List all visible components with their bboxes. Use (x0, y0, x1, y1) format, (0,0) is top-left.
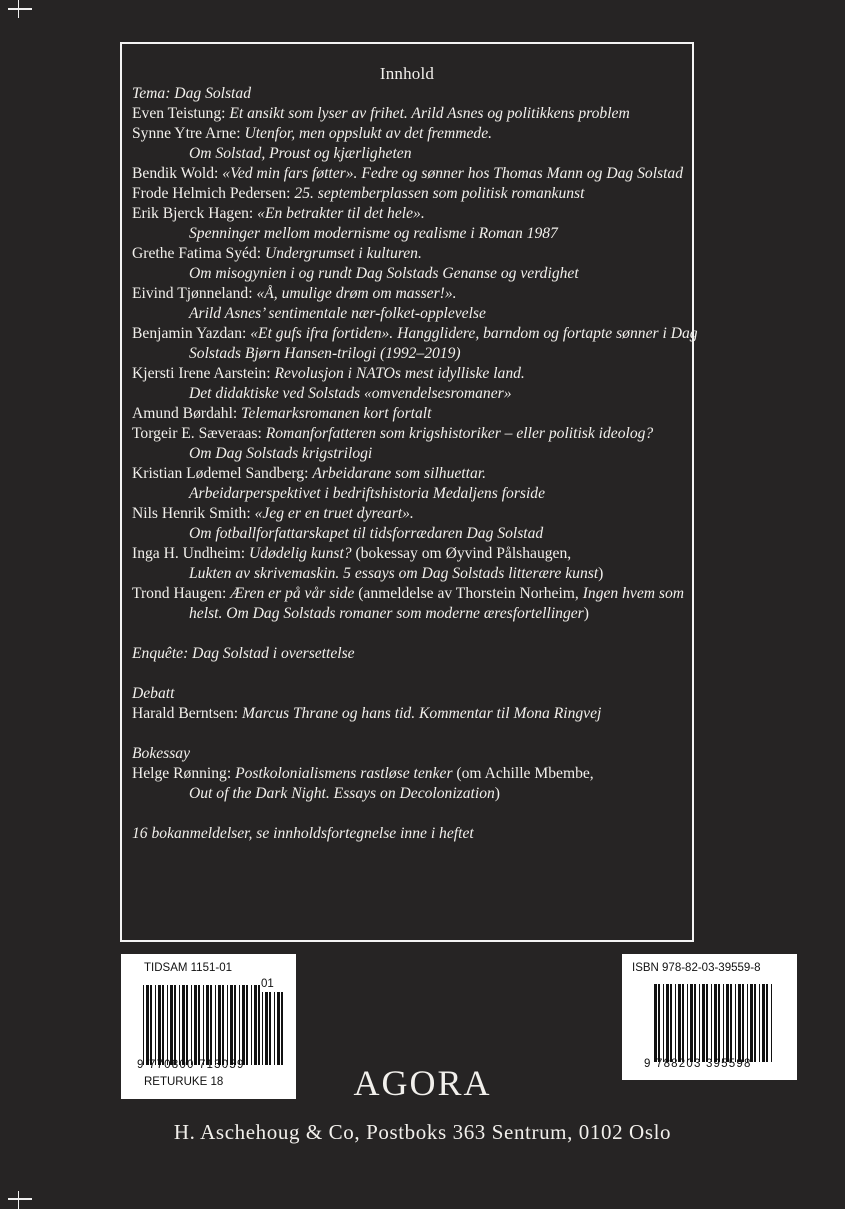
contents-title-text: Spenninger mellom modernisme og realisme i Roman 1987 (189, 225, 558, 242)
contents-title-text: Om misogynien i og rundt Dag Solstads Genanse og verdighet (189, 265, 579, 282)
barcode-bar (658, 984, 660, 1062)
return-week: RETURUKE 18 (144, 1076, 224, 1088)
contents-title-text: 16 bokanmeldelser, se innholdsfortegnelse inne i heftet (132, 825, 474, 842)
barcode-bar (246, 985, 248, 1065)
barcode-bar (759, 984, 760, 1062)
barcode-bar (203, 985, 204, 1065)
contents-title-text: «Å, umulige drøm om masser!». (256, 285, 457, 302)
contents-title-text: Lukten av skrivemaskin. 5 essays om Dag Solstads litterære kunst (189, 565, 599, 582)
contents-line (132, 324, 752, 344)
barcode-bar (191, 985, 192, 1065)
barcode-bar (678, 984, 681, 1062)
contents-author-text: Grethe Fatima Syéd: (132, 245, 265, 262)
contents-title-text: Æren er på vår side (230, 585, 355, 602)
contents-line (132, 384, 752, 404)
crop-mark-top-tick (18, 0, 19, 18)
barcode-bar (182, 985, 185, 1065)
contents-title-text: Marcus Thrane og hans tid. Kommentar til Mona Ringvej (242, 705, 602, 722)
barcode-bar (735, 984, 736, 1062)
contents-line (132, 764, 752, 784)
crop-mark-bottom (8, 1198, 32, 1200)
barcode-bar (706, 984, 708, 1062)
contents-title-text: Solstads Bjørn Hansen-trilogi (1992–2019) (189, 345, 461, 362)
contents-author-text: Trond Haugen: (132, 585, 231, 602)
barcode-bar (274, 992, 275, 1065)
contents-line (132, 164, 752, 184)
contents-title-text: Ingen hvem som (582, 585, 685, 602)
contents-author-text: ) (583, 605, 589, 622)
barcode-bar (766, 984, 768, 1062)
contents-line (132, 444, 752, 464)
contents-line (132, 124, 752, 144)
issn-addon-digits: 01 (261, 978, 274, 990)
crop-mark-bottom-tick (18, 1191, 19, 1209)
contents-title-text: Arbeidarane som silhuettar. (312, 465, 487, 482)
contents-line (132, 544, 752, 564)
barcode-bar (690, 984, 693, 1062)
series-title: AGORA (353, 1063, 492, 1103)
barcode-bar (218, 985, 221, 1065)
barcode-bar (277, 992, 280, 1065)
contents-line (132, 404, 752, 424)
contents-title-text: Out of the Dark Night. Essays on Decolonization (189, 785, 495, 802)
issn-addon-barcode (262, 992, 284, 1065)
contents-author-text: Kjersti Irene Aarstein: (132, 365, 275, 382)
contents-line (132, 604, 752, 624)
barcode-bar (666, 984, 669, 1062)
contents-author-text: Harald Berntsen: (132, 705, 242, 722)
contents-line (132, 744, 752, 764)
contents-line (132, 204, 752, 224)
barcode-bar (702, 984, 705, 1062)
contents-line (132, 524, 752, 544)
barcode-bar (723, 984, 724, 1062)
contents-author-text: Synne Ytre Arne: (132, 125, 245, 142)
barcode-bar (179, 985, 180, 1065)
isbn-header: ISBN 978-82-03-39559-8 (632, 962, 761, 974)
issn-barcode (143, 985, 261, 1065)
contents-line (132, 684, 752, 704)
contents-title-text: Telemarksromanen kort fortalt (241, 405, 432, 422)
barcode-bar (170, 985, 173, 1065)
barcode-bar (663, 984, 664, 1062)
contents-author-text: Eivind Tjønneland: (132, 285, 257, 302)
contents-line (132, 584, 752, 604)
barcode-bar (265, 992, 268, 1065)
publisher-address: H. Aschehoug & Co, Postboks 363 Sentrum, 0102 Oslo (173, 1120, 672, 1144)
contents-line (132, 84, 752, 104)
barcode-bar (167, 985, 168, 1065)
contents-title-text: Romanforfatteren som krigshistoriker – eller politisk ideolog? (265, 425, 654, 442)
barcode-bar (711, 984, 712, 1062)
contents-author-text: Erik Bjerck Hagen: (132, 205, 258, 222)
contents-line (132, 464, 752, 484)
contents-title-text: Om Dag Solstads krigstrilogi (189, 445, 373, 462)
contents-line (132, 504, 752, 524)
barcode-bar (682, 984, 684, 1062)
barcode-bar (194, 985, 197, 1065)
contents-spacer (132, 804, 752, 824)
barcode-bar (146, 985, 149, 1065)
contents-author-text: (om Achille Mbembe, (452, 765, 594, 782)
contents-title-text: «Ved min fars føtter». Fedre og sønner hos Thomas Mann og Dag Solstad (222, 165, 684, 182)
contents-title-text: helst. Om Dag Solstads romaner som moderne æresfortellinger (189, 605, 584, 622)
barcode-bar (227, 985, 228, 1065)
barcode-bar (150, 985, 152, 1065)
contents-author-text: Benjamin Yazdan: (132, 325, 251, 342)
barcode-bar (258, 985, 260, 1065)
contents-title-text: Utenfor, men oppslukt av det fremmede. (244, 125, 493, 142)
contents-title-text: Arbeidarperspektivet i bedriftshistoria Medaljens forside (189, 485, 546, 502)
contents-author-text: Amund Børdahl: (132, 405, 242, 422)
barcode-bar (242, 985, 245, 1065)
contents-line (132, 284, 752, 304)
barcode-bar (762, 984, 765, 1062)
contents-spacer (132, 664, 752, 684)
contents-author-text: Even Teistung: (132, 105, 230, 122)
barcode-bar (215, 985, 216, 1065)
barcode-bar (269, 992, 271, 1065)
barcode-bar (186, 985, 188, 1065)
contents-line (132, 644, 752, 664)
barcode-bar (174, 985, 176, 1065)
contents-line (132, 784, 752, 804)
contents-line (132, 344, 752, 364)
contents-title-text: Udødelig kunst? (248, 545, 352, 562)
barcode-bar (675, 984, 676, 1062)
contents-line (132, 484, 752, 504)
contents-title-text: Det didaktiske ved Solstads «omvendelsesromaner» (189, 385, 512, 402)
contents-author-text: (anmeldelse av Thorstein Norheim, (354, 585, 583, 602)
barcode-bar (206, 985, 209, 1065)
contents-line (132, 304, 752, 324)
isbn-barcode (654, 984, 772, 1062)
contents-author-text: Frode Helmich Pedersen: (132, 185, 295, 202)
barcode-bar (234, 985, 236, 1065)
barcode-bar (670, 984, 672, 1062)
barcode-bar (239, 985, 240, 1065)
barcode-bar (742, 984, 744, 1062)
contents-title-text: Revolusjon i NATOs mest idylliske land. (274, 365, 525, 382)
contents-author-text: ) (598, 565, 604, 582)
barcode-bar (230, 985, 233, 1065)
contents-line (132, 704, 752, 724)
barcode-bar (726, 984, 729, 1062)
barcode-bar (162, 985, 164, 1065)
contents-author-text: ) (494, 785, 500, 802)
contents-line (132, 144, 752, 164)
barcode-bar (158, 985, 161, 1065)
barcode-bar (687, 984, 688, 1062)
contents-frame (120, 42, 698, 942)
contents-title-text: «Jeg er en truet dyreart». (254, 505, 414, 522)
barcode-bar (254, 985, 257, 1065)
contents-line (132, 104, 752, 124)
barcode-bar (222, 985, 224, 1065)
contents-title-text: «En betrakter til det hele». (257, 205, 425, 222)
barcode-bar (262, 992, 263, 1065)
barcode-bar (771, 984, 772, 1062)
contents-title-text: Enquête: Dag Solstad i oversettelse (132, 645, 355, 662)
barcode-bar (281, 992, 283, 1065)
contents-line (132, 564, 752, 584)
contents-author-text: (bokessay om Øyvind Pålshaugen, (351, 545, 572, 562)
barcode-bar (155, 985, 156, 1065)
barcode-bar (730, 984, 732, 1062)
contents-title-text: Debatt (132, 685, 175, 702)
contents-line (132, 224, 752, 244)
barcode-bar (714, 984, 717, 1062)
contents-author-text: Nils Henrik Smith: (132, 505, 255, 522)
issn-digits: 9 770800 713059 (137, 1059, 245, 1071)
contents-line (132, 264, 752, 284)
barcode-bar (747, 984, 748, 1062)
contents-title-text: Undergrumset i kulturen. (264, 245, 422, 262)
contents-title-text: Tema: Dag Solstad (132, 85, 251, 102)
contents-title-text: Arild Asnes’ sentimentale nær-folket-opplevelse (189, 305, 486, 322)
barcode-bar (750, 984, 753, 1062)
barcode-bar (198, 985, 200, 1065)
barcode-bar (143, 985, 144, 1065)
contents-line (132, 244, 752, 264)
contents-spacer (132, 624, 752, 644)
barcode-bar (738, 984, 741, 1062)
crop-mark-top (8, 8, 32, 10)
contents-author-text: Kristian Lødemel Sandberg: (132, 465, 313, 482)
barcode-bar (251, 985, 252, 1065)
contents-line (132, 184, 752, 204)
contents-title-text: Et ansikt som lyser av frihet. Arild Asnes og politikkens problem (229, 105, 630, 122)
barcode-bar (654, 984, 657, 1062)
contents-line (132, 824, 752, 844)
contents-title-text: Om fotballforfattarskapet til tidsforrædaren Dag Solstad (189, 525, 544, 542)
contents-author-text: Bendik Wold: (132, 165, 223, 182)
contents-author-text: Helge Rønning: (132, 765, 236, 782)
issn-header: TIDSAM 1151-01 (144, 962, 232, 974)
contents-title-text: «Et gufs ifra fortiden». Hangglidere, barndom og fortapte sønner i Dag (250, 325, 698, 342)
barcode-bar (754, 984, 756, 1062)
contents-list (132, 84, 752, 844)
contents-title-text: Om Solstad, Proust og kjærligheten (189, 145, 412, 162)
contents-line (132, 364, 752, 384)
contents-title-text: 25. septemberplassen som politisk romankunst (294, 185, 585, 202)
contents-title-text: Postkolonialismens rastløse tenker (235, 765, 453, 782)
contents-spacer (132, 724, 752, 744)
isbn-digits: 9 788203 395598 (644, 1058, 752, 1070)
contents-line (132, 424, 752, 444)
contents-title: Innhold (379, 64, 435, 83)
contents-title-text: Bokessay (132, 745, 191, 762)
contents-author-text: Inga H. Undheim: (132, 545, 249, 562)
barcode-bar (718, 984, 720, 1062)
barcode-bar (210, 985, 212, 1065)
barcode-bar (699, 984, 700, 1062)
barcode-bar (694, 984, 696, 1062)
contents-author-text: Torgeir E. Sæveraas: (132, 425, 266, 442)
